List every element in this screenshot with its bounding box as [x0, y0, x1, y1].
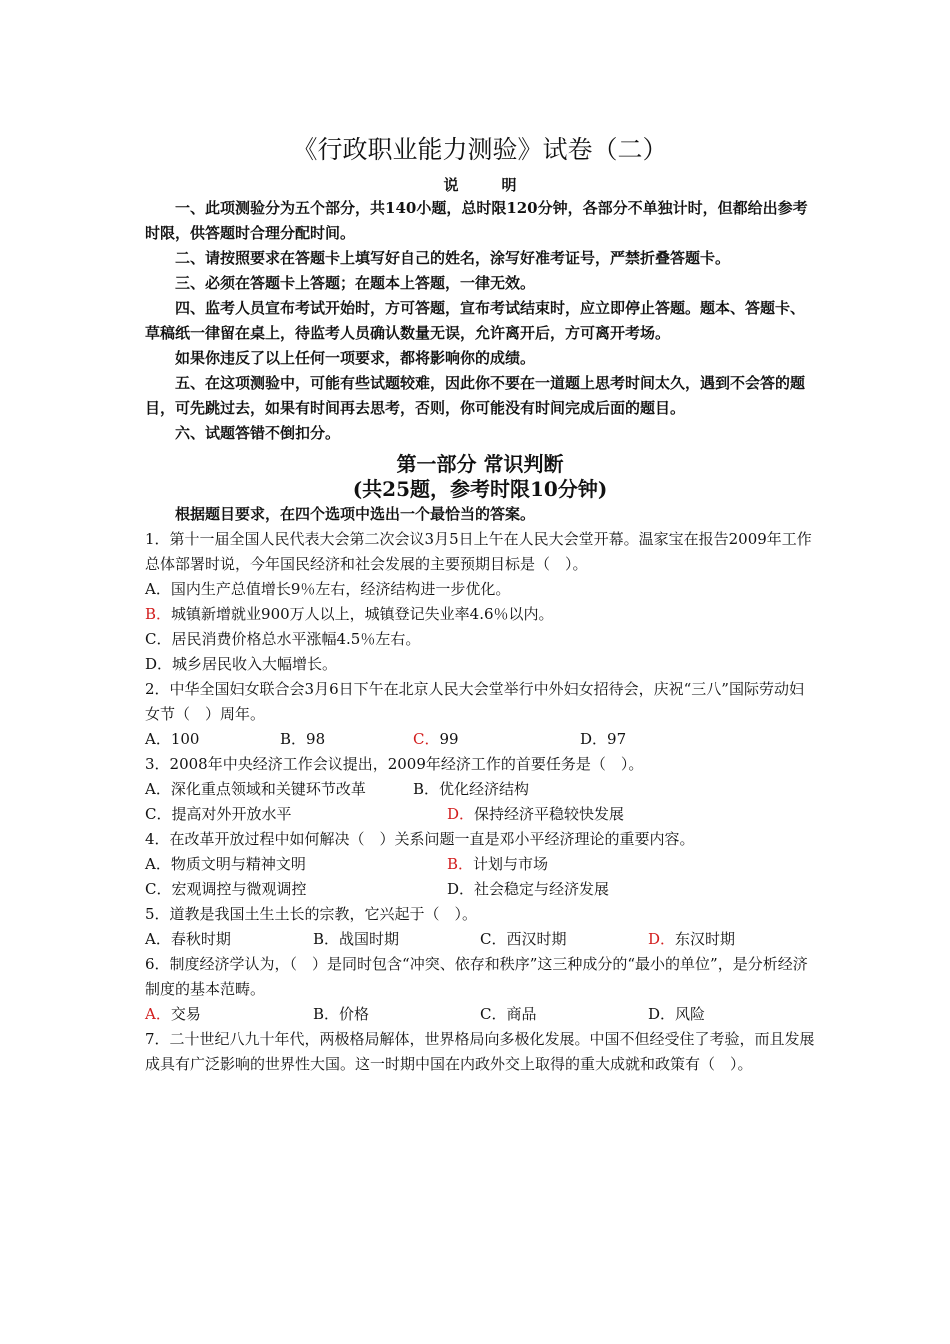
option-3a	[145, 777, 366, 802]
option-2b	[280, 727, 325, 752]
option-text: 价格	[339, 1005, 370, 1023]
question-7: 7．二十世纪八九十年代，两极格局解体，世界格局向多极化发展。中国不但经受住了考验，而且发展成具有广泛影响的世界性大国。这一时期中国在内政外交上取得的重大成就和政策有（ ）。	[145, 1030, 815, 1073]
option-text: 战国时期	[339, 930, 400, 948]
option-letter: A．	[145, 780, 171, 798]
exam-page	[145, 130, 815, 1077]
part-instruction: 根据题目要求，在四个选项中选出一个最恰当的答案。	[175, 505, 536, 523]
option-6b	[313, 1002, 369, 1027]
options-row-3b	[145, 802, 815, 827]
rule-6: 六、试题答错不倒扣分。	[175, 424, 341, 442]
option-1c	[145, 627, 815, 652]
question-4: 4．在改革开放过程中如何解决（ ）关系问题一直是邓小平经济理论的重要内容。	[145, 830, 695, 848]
option-text: 西汉时期	[506, 930, 567, 948]
option-letter: A．	[145, 580, 171, 598]
option-letter: D．	[145, 655, 173, 673]
option-1d	[145, 652, 815, 677]
page-title: 《行政职业能力测验》试卷（二）	[292, 135, 668, 164]
option-text: 100	[170, 730, 200, 748]
question-3: 3．2008年中央经济工作会议提出，2009年经济工作的首要任务是（ ）。	[145, 755, 644, 773]
option-3b	[413, 777, 529, 802]
option-text: 社会稳定与经济发展	[474, 880, 610, 898]
option-text: 国内生产总值增长9％左右，经济结构进一步优化。	[170, 580, 511, 598]
option-5c	[480, 927, 567, 952]
option-text: 城镇新增就业900万人以上，城镇登记失业率4.6％以内。	[171, 605, 554, 623]
option-text: 风险	[675, 1005, 706, 1023]
option-4a	[145, 852, 306, 877]
option-text: 商品	[506, 1005, 537, 1023]
option-text: 宏观调控与微观调控	[171, 880, 307, 898]
option-5a	[145, 927, 231, 952]
option-letter: B．	[313, 930, 340, 948]
option-letter: C．	[145, 880, 172, 898]
option-6d	[648, 1002, 705, 1027]
option-4b	[447, 852, 548, 877]
option-3c	[145, 802, 292, 827]
option-text: 98	[306, 730, 326, 748]
option-letter-answer: C．	[413, 730, 440, 748]
option-letter: C．	[480, 930, 507, 948]
option-letter-answer: B．	[145, 605, 172, 623]
option-letter-answer: B．	[447, 855, 474, 873]
option-letter: D．	[580, 730, 608, 748]
option-letter: A．	[145, 930, 171, 948]
option-letter: C．	[145, 805, 172, 823]
options-row-4b	[145, 877, 815, 902]
option-letter-answer: A．	[145, 1005, 171, 1023]
option-letter: B．	[313, 1005, 340, 1023]
option-1a	[145, 577, 815, 602]
option-letter: A．	[145, 855, 171, 873]
question-1: 1．第十一届全国人民代表大会第二次会议3月5日上午在人民大会堂开幕。温家宝在报告2009年工作总体部署时说，今年国民经济和社会发展的主要预期目标是（ ）。	[145, 530, 812, 573]
option-letter: B．	[413, 780, 440, 798]
option-letter: D．	[648, 1005, 676, 1023]
option-6c	[480, 1002, 537, 1027]
option-5d	[648, 927, 735, 952]
option-letter: D．	[447, 880, 475, 898]
option-letter: B．	[280, 730, 307, 748]
option-text: 交易	[170, 1005, 201, 1023]
part-subtitle: (共25题，参考时限10分钟)	[352, 477, 608, 501]
option-letter-answer: D．	[648, 930, 676, 948]
rule-3: 三、必须在答题卡上答题；在题本上答题，一律无效。	[175, 274, 536, 292]
option-1b	[145, 602, 815, 627]
option-text: 保持经济平稳较快发展	[474, 805, 625, 823]
rule-5: 五、在这项测验中，可能有些试题较难，因此你不要在一道题上思考时间太久，遇到不会答的题目，可先跳过去，如果有时间再去思考，否则，你可能没有时间完成后面的题目。	[145, 374, 806, 417]
option-3d	[447, 802, 624, 827]
options-row-4a	[145, 852, 815, 877]
question-2: 2．中华全国妇女联合会3月6日下午在北京人民大会堂举行中外妇女招待会，庆祝“三八”国际劳动妇女节（ ）周年。	[145, 680, 804, 723]
options-row-2	[145, 727, 815, 752]
option-text: 优化经济结构	[439, 780, 530, 798]
option-text: 99	[439, 730, 459, 748]
option-letter: C．	[480, 1005, 507, 1023]
option-2a	[145, 727, 199, 752]
option-text: 97	[607, 730, 627, 748]
option-6a	[145, 1002, 201, 1027]
rule-4: 四、监考人员宣布考试开始时，方可答题，宣布考试结束时，应立即停止答题。题本、答题卡、草稿纸一律留在桌上，待监考人员确认数量无误，允许离开后，方可离开考场。	[145, 299, 806, 342]
option-text: 东汉时期	[675, 930, 736, 948]
option-text: 物质文明与精神文明	[170, 855, 306, 873]
option-text: 城乡居民收入大幅增长。	[172, 655, 338, 673]
options-row-5	[145, 927, 815, 952]
part-title: 第一部分 常识判断	[396, 452, 564, 476]
option-text: 提高对外开放水平	[171, 805, 292, 823]
option-4d	[447, 877, 609, 902]
option-text: 计划与市场	[473, 855, 549, 873]
options-row-3a	[145, 777, 815, 802]
options-row-6	[145, 1002, 815, 1027]
option-text: 居民消费价格总水平涨幅4.5％左右。	[171, 630, 421, 648]
option-letter: A．	[145, 730, 171, 748]
option-letter-answer: D．	[447, 805, 475, 823]
rule-warning: 如果你违反了以上任何一项要求，都将影响你的成绩。	[175, 349, 536, 367]
question-6: 6．制度经济学认为，（ ）是同时包含“冲突、依存和秩序”这三种成分的“最小的单位”，是分析经济制度的基本范畴。	[145, 955, 808, 998]
option-text: 深化重点领域和关键环节改革	[170, 780, 366, 798]
instructions-label: 说 明	[443, 176, 531, 194]
option-5b	[313, 927, 399, 952]
rule-2: 二、请按照要求在答题卡上填写好自己的姓名，涂写好准考证号，严禁折叠答题卡。	[175, 249, 731, 267]
option-text: 春秋时期	[170, 930, 231, 948]
option-2c	[413, 727, 459, 752]
option-4c	[145, 877, 307, 902]
rule-1: 一、此项测验分为五个部分，共140小题，总时限120分钟，各部分不单独计时，但都给出参考时限，供答题时合理分配时间。	[145, 199, 808, 242]
option-letter: C．	[145, 630, 172, 648]
option-2d	[580, 727, 626, 752]
question-5: 5．道教是我国土生土长的宗教，它兴起于（ ）。	[145, 905, 478, 923]
